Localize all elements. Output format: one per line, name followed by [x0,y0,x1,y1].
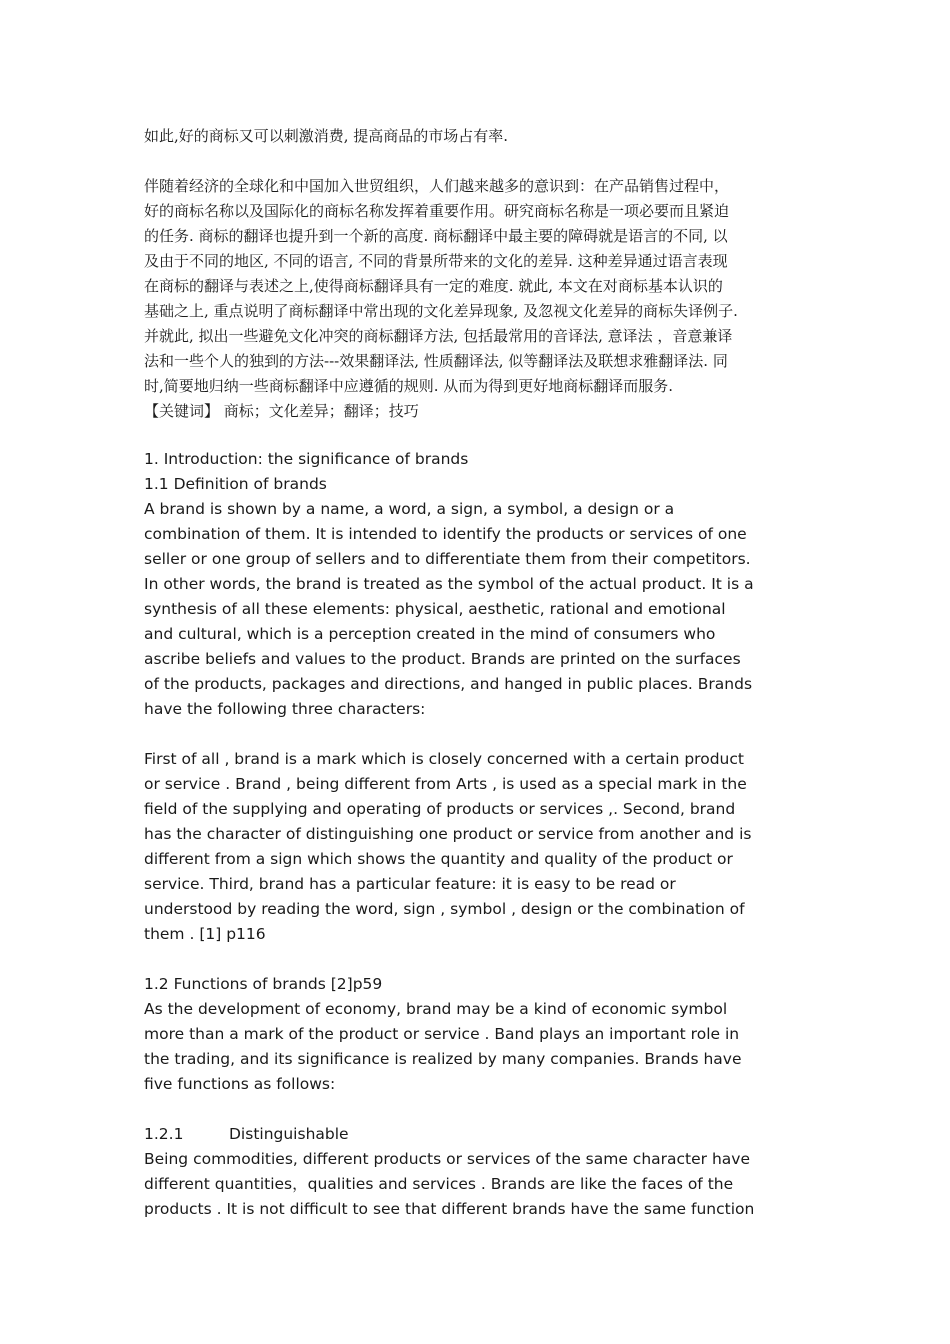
abstract-line: 时,简要地归纳一些商标翻译中应遵循的规则. 从而为得到更好地商标翻译而服务. [144,377,674,395]
paragraph-line: have the following three characters: [144,700,426,718]
section-1-1-heading: 1.1 Definition of brands [144,475,327,493]
distinguishable-paragraph [144,1147,812,1222]
spacer [144,424,812,447]
paragraph-line: the trading, and its significance is realized by many companies. Brands have [144,1050,742,1068]
section-1-heading: 1. Introduction: the significance of brands [144,450,469,468]
spacer [144,722,812,747]
spacer [144,1097,812,1122]
paragraph-line: different from a sign which shows the quantity and quality of the product or [144,850,733,868]
abstract-line: 并就此, 拟出一些避免文化冲突的商标翻译方法, 包括最常用的音译法, 意译法 ，音意兼译 [144,327,733,345]
abstract-line: 的任务. 商标的翻译也提升到一个新的高度. 商标翻译中最主要的障碍就是语言的不同, 以 [144,227,728,245]
chinese-intro-tail: 如此,好的商标又可以刺激消费, 提高商品的市场占有率. [144,127,509,145]
section-1-2-heading: 1.2 Functions of brands [2]p59 [144,975,383,993]
paragraph-line: field of the supplying and operating of products or services ,. Second, brand [144,800,736,818]
paragraph-line: seller or one group of sellers and to differentiate them from their competitors. [144,550,751,568]
paragraph-line: products . It is not difficult to see that different brands have the same function [144,1200,755,1218]
paragraph-line: synthesis of all these elements: physical, aesthetic, rational and emotional [144,600,726,618]
section-title: Distinguishable [229,1125,349,1143]
abstract-line: 好的商标名称以及国际化的商标名称发挥着重要作用。研究商标名称是一项必要而且紧迫 [144,202,730,220]
characters-paragraph [144,747,812,947]
abstract-line: 伴随着经济的全球化和中国加入世贸组织，人们越来越多的意识到：在产品销售过程中， [144,177,730,195]
section-number: 1.2.1 [144,1125,184,1143]
paragraph-line: more than a mark of the product or service . Band plays an important role in [144,1025,740,1043]
paragraph-line: them . [1] p116 [144,925,266,943]
functions-paragraph [144,997,812,1097]
paragraph-line: service. Third, brand has a particular feature: it is easy to be read or [144,875,676,893]
paragraph-line: or service . Brand , being different from Arts , is used as a special mark in the [144,775,747,793]
paragraph-line: has the character of distinguishing one product or service from another and is [144,825,752,843]
chinese-abstract [144,174,812,399]
document-page [144,124,812,1222]
paragraph-line: First of all , brand is a mark which is closely concerned with a certain product [144,750,744,768]
paragraph-line: different quantities，qualities and services . Brands are like the faces of the [144,1175,734,1193]
paragraph-line: combination of them. It is intended to identify the products or services of one [144,525,747,543]
spacer [144,149,812,174]
spacer [144,947,812,972]
section-1-2-1-heading [144,1122,812,1147]
paragraph-line: As the development of economy, brand may be a kind of economic symbol [144,1000,728,1018]
paragraph-line: and cultural, which is a perception created in the mind of consumers who [144,625,716,643]
abstract-line: 法和一些个人的独到的方法---效果翻译法, 性质翻译法, 似等翻译法及联想求雅翻译法. 同 [144,352,728,370]
abstract-line: 基础之上, 重点说明了商标翻译中常出现的文化差异现象, 及忽视文化差异的商标失译例子. [144,302,738,320]
paragraph-line: Being commodities, different products or services of the same character have [144,1150,750,1168]
paragraph-line: of the products, packages and directions, and hanged in public places. Brands [144,675,753,693]
abstract-line: 在商标的翻译与表述之上,使得商标翻译具有一定的难度. 就此, 本文在对商标基本认识的 [144,277,723,295]
paragraph-line: In other words, the brand is treated as the symbol of the actual product. It is a [144,575,754,593]
paragraph-line: understood by reading the word, sign , symbol , design or the combination of [144,900,745,918]
paragraph-line: five functions as follows: [144,1075,336,1093]
paragraph-line: A brand is shown by a name, a word, a sign, a symbol, a design or a [144,500,675,518]
keywords-line: 【关键词】 商标；文化差异；翻译；技巧 [144,402,419,420]
abstract-line: 及由于不同的地区, 不同的语言, 不同的背景所带来的文化的差异. 这种差异通过语言表现 [144,252,728,270]
paragraph-line: ascribe beliefs and values to the product. Brands are printed on the surfaces [144,650,741,668]
definition-paragraph [144,497,812,722]
